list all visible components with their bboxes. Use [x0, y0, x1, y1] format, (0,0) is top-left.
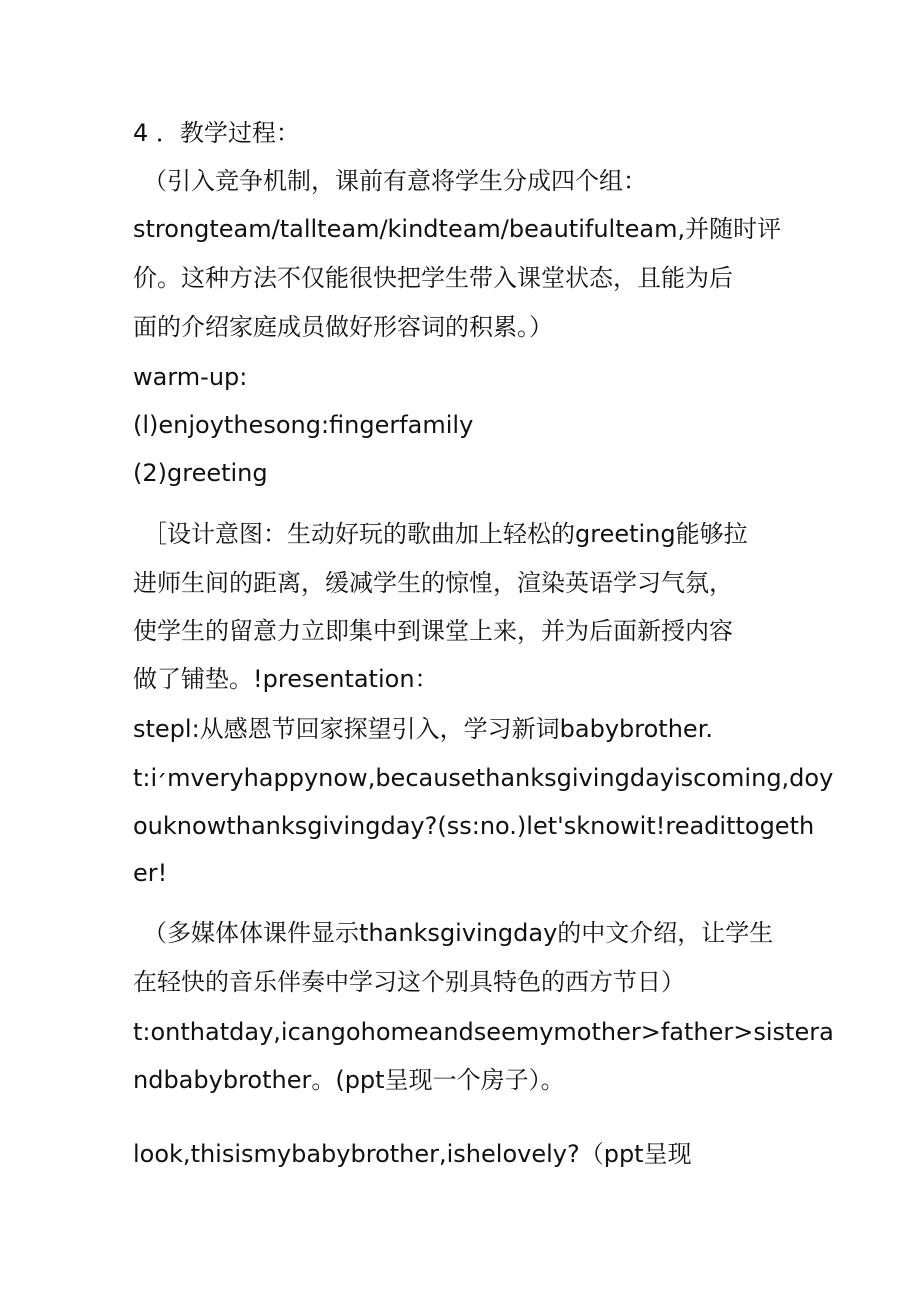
paragraph-line: 在轻快的音乐伴奏中学习这个别具特色的西方节日）	[133, 968, 685, 996]
paragraph-line: t:onthatday,icangohomeandseemymother>father>sistera	[133, 1018, 834, 1046]
paragraph-line: ndbabybrother。(ppt呈现一个房子）。	[133, 1066, 565, 1094]
paragraph-line: look,thisismybabybrother,ishelovely?（ppt呈现	[133, 1140, 692, 1168]
paragraph-line: 使学生的留意力立即集中到课堂上来，并为后面新授内容	[133, 617, 733, 645]
paragraph-line: (l)enjoythesong:fingerfamily	[133, 411, 474, 439]
paragraph-line: （引入竞争机制，课前有意将学生分成四个组：	[143, 167, 647, 195]
paragraph-line: （多媒体体课件显示thanksgivingday的中文介绍，让学生	[143, 919, 774, 947]
paragraph-line: ［设计意图：生动好玩的歌曲加上轻松的greeting能够拉	[143, 520, 748, 548]
section-heading: 4 ．教学过程：	[133, 119, 300, 147]
paragraph-line: warm-up:	[133, 363, 248, 391]
paragraph-line: stepl:从感恩节回家探望引入，学习新词babybrother.	[133, 715, 713, 743]
paragraph-line: er!	[133, 859, 168, 887]
paragraph-line: 价。这种方法不仅能很快把学生带入课堂状态，且能为后	[133, 264, 733, 292]
paragraph-line: 面的介绍家庭成员做好形容词的积累。）	[133, 313, 553, 341]
paragraph-line: strongteam/tallteam/kindteam/beautifulteam,并随时评	[133, 215, 782, 243]
paragraph-line: 做了铺垫。!presentation：	[133, 665, 439, 693]
paragraph-line: (2)greeting	[133, 459, 268, 487]
paragraph-line: ouknowthanksgivingday?(ss:no.)let'sknowit!readittogeth	[133, 812, 815, 840]
paragraph-line: 进师生间的距离，缓减学生的惊惶，渲染英语学习气氛，	[133, 569, 733, 597]
paragraph-line: t:i׳mveryhappynow,becausethanksgivingdayiscoming,doy	[133, 764, 834, 792]
